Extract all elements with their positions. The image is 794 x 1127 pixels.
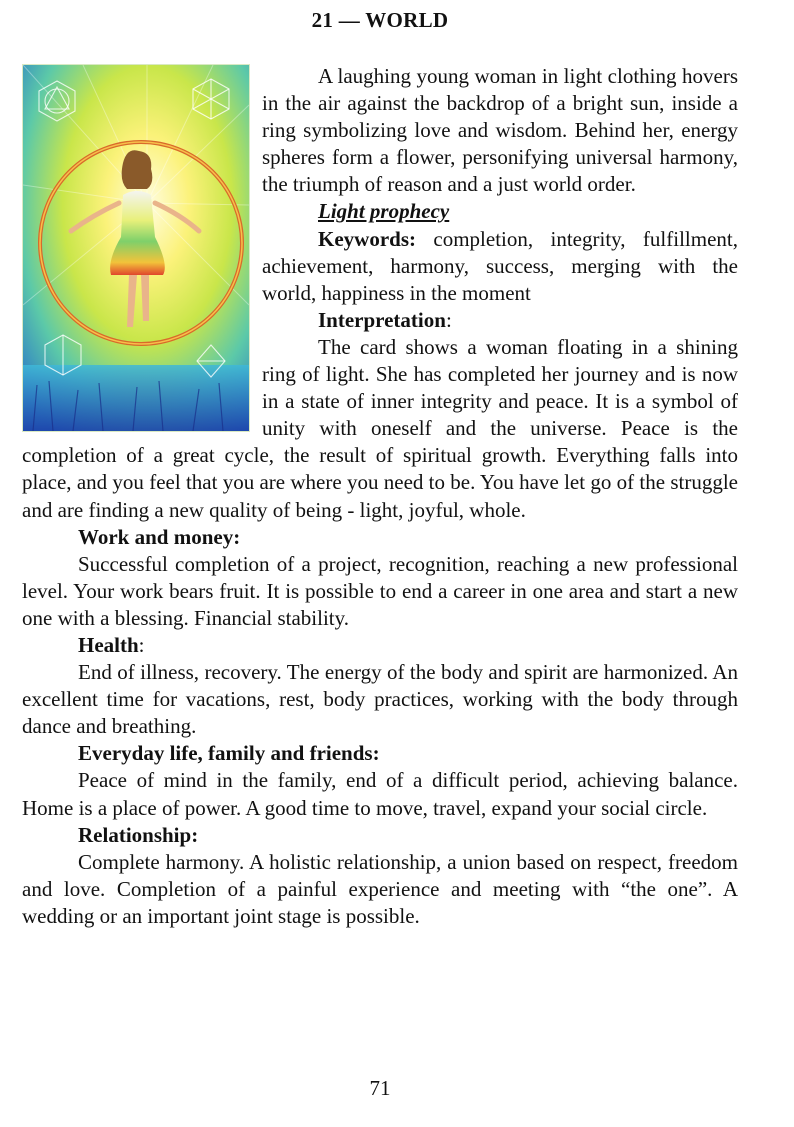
health-label: Health	[78, 632, 139, 657]
interpretation-text: The card shows a woman floating in a shining ring of light. She has completed her journey and is now in a state of inner integrity and peace. It is a symbol of unity with oneself and the universe. Peace is the completion of a great cycle, the result of spiritual growth. Everything falls into place, and you feel that you are where you need to be. You have let go of the struggle and are finding a new quality of being - light, joyful, whole.	[22, 334, 738, 522]
health-colon: :	[138, 632, 145, 657]
health-heading-line	[22, 632, 738, 659]
card-float-spacer	[22, 63, 262, 437]
keywords-text: completion, integrity, fulfillment, achievement, harmony, success, merging with the world, happiness in the moment	[262, 226, 738, 305]
intro-paragraph: A laughing young woman in light clothing hovers in the air against the backdrop of a bright sun, inside a ring symbolizing love and wisdom. Behind her, energy spheres form a flower, personifying universal harmony, the triumph of reason and a just world order.	[262, 64, 738, 197]
prophecy-heading: Light prophecy	[318, 199, 450, 224]
work-text: Successful completion of a project, recognition, reaching a new professional level. Your work bears fruit. It is possible to end a career in one area and start a new one with a blessing. Financial stability.	[22, 551, 738, 630]
family-heading: Everyday life, family and friends:	[78, 741, 380, 766]
interpretation-label: Interpretation	[318, 307, 446, 332]
page-title: 21 — WORLD	[311, 8, 449, 32]
work-heading: Work and money:	[78, 524, 241, 549]
relationship-heading: Relationship:	[78, 822, 199, 847]
page-number: 71	[369, 1076, 391, 1100]
health-text: End of illness, recovery. The energy of the body and spirit are harmonized. An excellent time for vacations, rest, body practices, working with the body through dance and breathing.	[22, 660, 738, 739]
page-body	[22, 63, 738, 930]
family-text: Peace of mind in the family, end of a difficult period, achieving balance. Home is a place of power. A good time to move, travel, expand your social circle.	[22, 768, 738, 820]
relationship-text: Complete harmony. A holistic relationship, a union based on respect, freedom and love. Completion of a painful experience and meeting with “the one”. A wedding or an important joint stage is possible.	[22, 849, 738, 928]
interpretation-colon: :	[445, 307, 452, 332]
keywords-label: Keywords:	[318, 226, 416, 251]
